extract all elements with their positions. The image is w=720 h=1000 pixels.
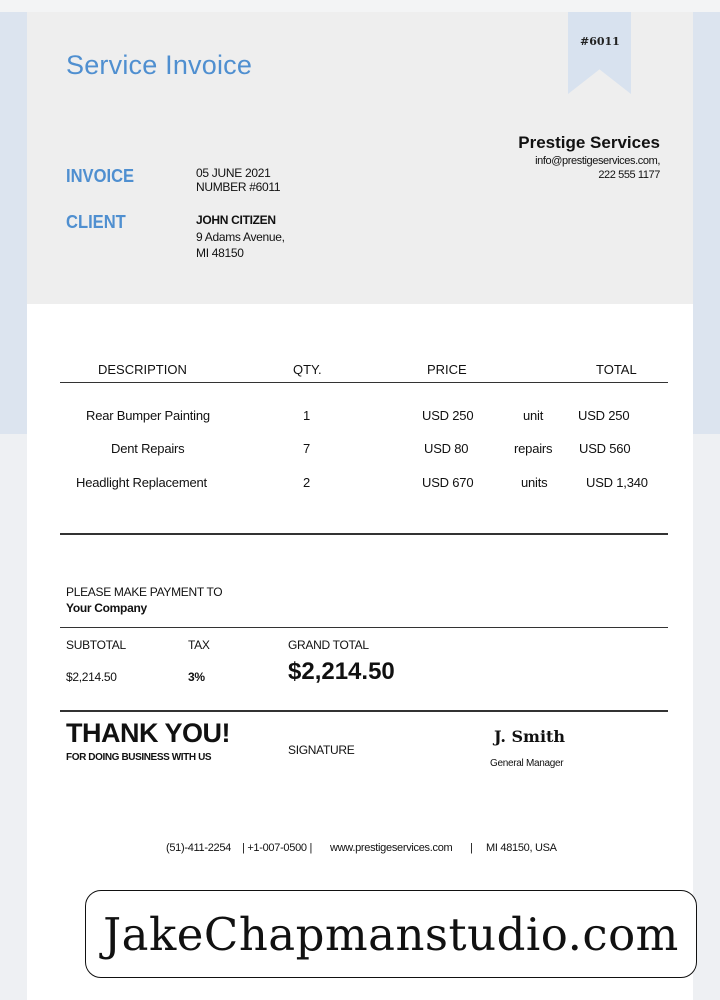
column-header-qty: QTY. [293,362,322,377]
row-qty: 2 [303,475,311,490]
footer-website-link[interactable]: www.prestigeservices.com [330,842,453,854]
tax-value: 3% [188,670,205,684]
footer-phone1: (51)-411-2254 [166,842,231,854]
client-name: JOHN CITIZEN [196,213,276,227]
company-phone: 222 555 1177 [598,169,660,181]
footer-website[interactable] [330,842,452,854]
invoice-title: Service Invoice [66,50,253,80]
row-description: Dent Repairs [111,441,185,456]
table-bottom-divider [60,533,668,535]
signer-title: General Manager [490,758,564,769]
row-price: USD 670 [422,475,474,490]
totals-divider [60,710,668,712]
row-unit: unit [523,408,544,423]
row-total: USD 560 [579,441,631,456]
footer-phone2: | +1-007-0500 | [242,842,313,854]
row-description: Rear Bumper Painting [86,408,210,423]
signer-name: J. Smith [494,727,566,746]
tax-label: TAX [188,638,210,652]
column-header-total: TOTAL [596,362,637,377]
payment-company: Your Company [66,601,147,615]
client-address-line1: 9 Adams Avenue, [196,230,285,244]
table-header-divider [60,382,668,383]
watermark-banner [85,890,697,978]
grand-total-value: $2,214.50 [288,658,395,685]
column-header-description: DESCRIPTION [98,362,187,377]
row-price: USD 80 [424,441,469,456]
row-price: USD 250 [422,408,474,423]
payment-divider [60,627,668,628]
row-description: Headlight Replacement [76,475,207,490]
row-qty: 7 [303,441,311,456]
subtotal-label: SUBTOTAL [66,638,126,652]
client-label: CLIENT [66,212,126,232]
invoice-header [27,12,693,304]
row-total: USD 1,340 [586,475,648,490]
row-total: USD 250 [578,408,630,423]
invoice-date: 05 JUNE 2021 [196,166,271,180]
invoice-number: NUMBER #6011 [196,180,281,194]
invoice-label: INVOICE [66,166,135,186]
row-unit: repairs [514,441,553,456]
row-qty: 1 [303,408,311,423]
signature-label: SIGNATURE [288,743,355,757]
footer-separator: | [470,842,473,854]
company-name: Prestige Services [518,133,660,152]
thank-you-subtext: FOR DOING BUSINESS WITH US [66,752,212,763]
invoice-page [27,12,693,1000]
footer-location: MI 48150, USA [486,842,557,854]
grand-total-label: GRAND TOTAL [288,638,369,652]
payment-label: PLEASE MAKE PAYMENT TO [66,585,223,599]
watermark-text: JakeChapmanstudio.com [103,907,679,961]
subtotal-value: $2,214.50 [66,670,117,684]
row-unit: units [521,475,548,490]
client-address-line2: MI 48150 [196,246,244,260]
bookmark-ribbon [568,12,631,94]
invoice-number-tag: #6011 [580,35,620,48]
column-header-price: PRICE [427,362,467,377]
thank-you-heading: THANK YOU! [66,718,231,748]
company-email: info@prestigeservices.com, [535,155,660,167]
